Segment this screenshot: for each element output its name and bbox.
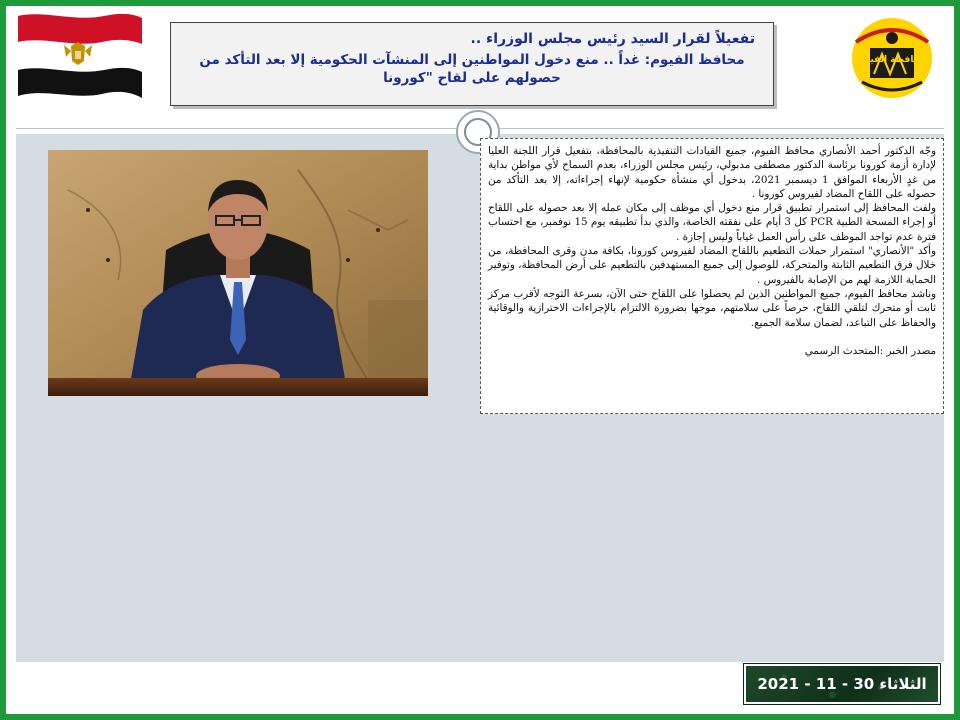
- governor-at-desk-photo: [48, 150, 428, 396]
- news-article: [480, 138, 944, 414]
- article-source: مصدر الخبر :المتحدث الرسمي: [804, 344, 936, 357]
- headline-line1: تفعيلاً لقرار السيد رئيس مجلس الوزراء ..: [470, 31, 755, 47]
- date-badge: الثلاثاء 30 - 11 - 2021: [744, 664, 940, 704]
- fayoum-governorate-emblem-icon: [842, 12, 942, 102]
- headline-box: [170, 22, 774, 106]
- article-paragraph: وناشد محافظ الفيوم، جميع المواطنين الذين لم يحصلوا على اللقاح حتى الآن، بسرعة التوجه لأقرب مركز ثابت أو متحرك لتلقي اللقاح، حرصاً على سلامتهم، موجها بضرورة الالتزام بالإجراءات الاحترازية والوقائية والحفاظ على التباعد، لضمان سلامة الجميع.: [488, 287, 936, 329]
- egypt-flag-icon: [14, 10, 146, 102]
- article-paragraph: ولفت المحافظ إلى استمرار تطبيق قرار منع دخول أي موظف إلى مكان عمله إلا بعد حصوله على اللقاح أو إجراء المسحة الطبية PCR كل 3 أيام على نفقته الخاصة، والذي بدأ تطبيقه يوم 15 نوفمبر، مع احتساب فترة عدم تواجد الموظف على رأس العمل غياباً وليس إجازة .: [488, 202, 937, 243]
- article-paragraph: وأكد "الأنصاري" استمرار حملات التطعيم باللقاح المضاد لفيروس كورونا، بكافة مدن وقرى المحافظة، من خلال فرق التطعيم الثابتة والمتحركة، للوصول إلى جميع المستهدفين بالتطعيم على أرض المحافظة، وتوفير الحماية اللازمة لهم من الإصابة بالفيروس .: [488, 245, 936, 286]
- article-paragraph: وجّه الدكتور أحمد الأنصاري محافظ الفيوم، جميع القيادات التنفيذية بالمحافظة، بتفعيل قرار اللجنة العليا لإدارة أزمة كورونا برئاسة الدكتور مصطفى مدبولي، رئيس مجلس الوزراء، بعدم السماح لأي مواطن بداية من غدٍ الأربعاء الموافق 1 ديسمبر 2021، بدخول أي منشأة حكومية لإنهاء إجراءاته، إلا بعد التأكد من حصوله على اللقاح المضاد لفيروس كورونا .: [488, 145, 936, 200]
- headline-line2: محافظ الفيوم: غداً .. منع دخول المواطنين إلى المنشآت الحكومية إلا بعد التأكد من حصولهم على لقاح "كورونا: [199, 52, 745, 86]
- logo-text: محافظة الفيوم: [858, 55, 926, 65]
